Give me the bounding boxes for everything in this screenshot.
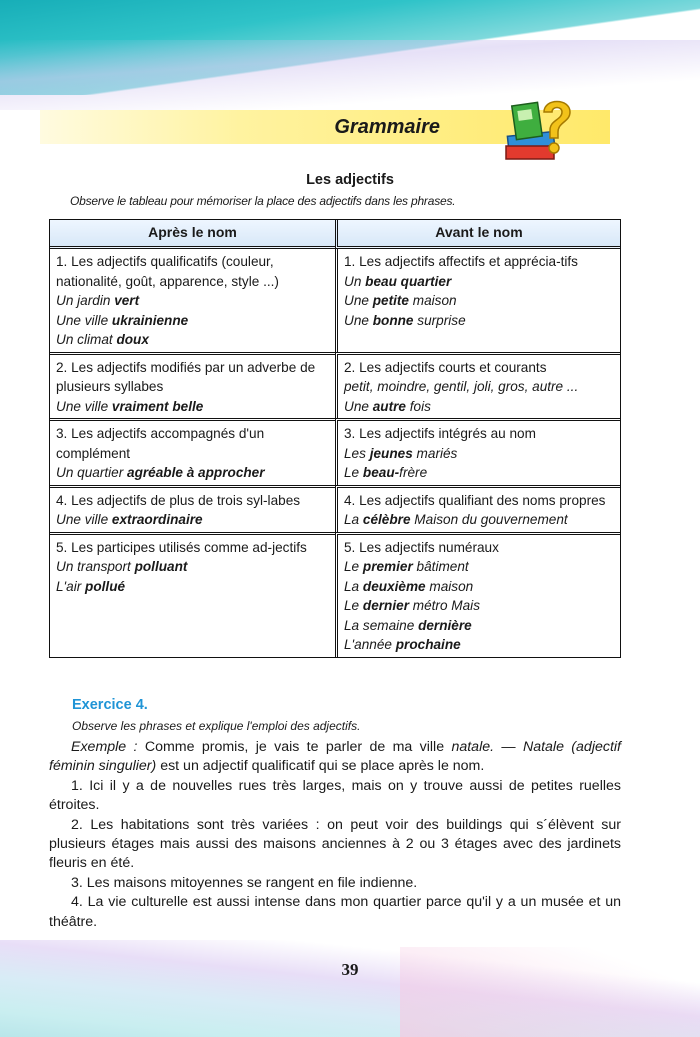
table-row: [50, 249, 620, 352]
example: Une petite maison: [344, 293, 457, 308]
books-question-icon: [500, 88, 580, 168]
example: Une bonne surprise: [344, 312, 466, 328]
header-apres: Après le nom: [50, 220, 335, 249]
example: Une ville extraordinaire: [56, 512, 203, 527]
rule-text: 1. Les adjectifs affectifs et apprécia-tifs: [344, 254, 578, 269]
cell-apres-2: [50, 352, 335, 419]
cell-avant-1: [335, 249, 620, 352]
cell-apres-5: [50, 532, 335, 657]
rule-text: 2. Les adjectifs modifiés par un adverbe de plusieurs syllabes: [56, 359, 316, 394]
example: Le dernier métro Mais: [344, 598, 481, 613]
banner-title: Grammaire: [334, 116, 440, 138]
example: La célèbre Maison du gouvernement: [344, 512, 568, 527]
example: Une ville vraiment belle: [56, 398, 204, 414]
sentence-2: 2. Les habitations sont très variées : on peut voir des buildings qui s´élèvent sur plusieurs étages mais aussi des maisons anciennes à 2 ou 3 étages avec des jardinets fleuris en été.: [49, 816, 621, 872]
rule-text: 3. Les adjectifs accompagnés d'un complément: [56, 426, 265, 461]
sentence-3: 3. Les maisons mitoyennes se rangent en file indienne.: [71, 874, 418, 891]
example: Une ville ukrainienne: [56, 312, 189, 328]
cell-apres-1: [50, 249, 335, 352]
cell-avant-4: [335, 485, 620, 532]
example: La deuxième maison: [344, 578, 474, 594]
adjectives-table: [49, 219, 621, 658]
cell-avant-3: [335, 418, 620, 485]
exercise-body: [49, 738, 621, 932]
rule-text: 4. Les adjectifs qualifiant des noms propres: [344, 492, 606, 508]
page-number: 39: [341, 960, 359, 979]
table-row: [50, 532, 620, 657]
rule-text: 3. Les adjectifs intégrés au nom: [344, 426, 536, 441]
cell-apres-3: [50, 418, 335, 485]
header-avant: Avant le nom: [335, 220, 620, 249]
table-header-row: [50, 220, 620, 249]
cell-avant-5: [335, 532, 620, 657]
example: Les jeunes mariés: [344, 445, 458, 461]
exercise-instruction: Observe les phrases et explique l'emploi des adjectifs.: [72, 719, 361, 733]
section-title: Les adjectifs: [306, 172, 394, 188]
example: L'année prochaine: [344, 637, 461, 652]
example: Le beau-frère: [344, 465, 428, 480]
table-instruction: Observe le tableau pour mémoriser la place des adjectifs dans les phrases.: [70, 194, 456, 208]
table-row: [50, 352, 620, 419]
example: Le premier bâtiment: [344, 559, 469, 574]
example-list: petit, moindre, gentil, joli, gros, autre ...: [344, 379, 579, 394]
table-row: [50, 485, 620, 532]
example: Un quartier agréable à approcher: [56, 465, 265, 480]
cell-avant-2: [335, 352, 620, 419]
sentence-1: 1. Ici il y a de nouvelles rues très larges, mais on y trouve aussi de petites ruelles étroites.: [49, 777, 621, 814]
example: L'air pollué: [56, 578, 126, 594]
example-paragraph: Exemple : Comme promis, je vais te parler de ma ville natale. — Natale (adjectif féminin singulier) est un adjectif qualificatif qui se place après le nom.: [49, 739, 621, 775]
example: Un jardin vert: [56, 293, 140, 308]
rule-text: 4. Les adjectifs de plus de trois syl-labes: [56, 492, 301, 508]
header-band-overlay: [0, 40, 700, 110]
example: La semaine dernière: [344, 617, 472, 633]
rule-text: 1. Les adjectifs qualificatifs (couleur, nationalité, goût, apparence, style ...): [56, 254, 279, 289]
example: Un beau quartier: [344, 273, 452, 289]
example: Un transport polluant: [56, 559, 188, 574]
cell-apres-4: [50, 485, 335, 532]
table-row: [50, 418, 620, 485]
example: Une autre fois: [344, 398, 431, 414]
rule-text: 5. Les participes utilisés comme ad-jectifs: [56, 539, 307, 555]
example: Un climat doux: [56, 332, 149, 347]
exercise-title: Exercice 4.: [72, 697, 148, 713]
rule-text: 5. Les adjectifs numéraux: [344, 539, 499, 555]
sentence-4: 4. La vie culturelle est aussi intense dans mon quartier parce qu'il y a un musée et un théâtre.: [49, 894, 621, 930]
rule-text: 2. Les adjectifs courts et courants: [344, 359, 547, 375]
